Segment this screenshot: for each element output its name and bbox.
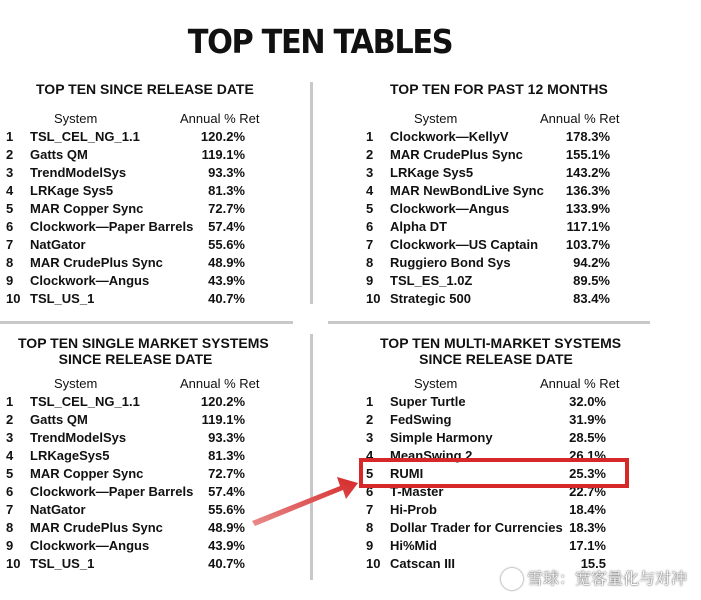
row-system: Catscan III xyxy=(390,556,456,571)
row-rank: 7 xyxy=(6,502,14,517)
table-row xyxy=(6,466,245,484)
row-annual-ret: 18.4% xyxy=(569,502,606,517)
row-system: MAR NewBondLive Sync xyxy=(390,183,544,198)
row-system: LRKageSys5 xyxy=(30,448,110,463)
row-rank: 8 xyxy=(6,520,14,535)
row-rank: 10 xyxy=(6,556,21,571)
row-rank: 7 xyxy=(6,237,14,252)
row-annual-ret: 26.1% xyxy=(569,448,606,463)
table-row xyxy=(6,430,245,448)
table-row xyxy=(366,430,606,448)
row-rank: 10 xyxy=(6,291,21,306)
snowball-logo-icon xyxy=(501,568,523,590)
table-row xyxy=(6,237,245,255)
table-row xyxy=(6,484,245,502)
column-header-annual-ret: Annual % Ret xyxy=(540,111,620,126)
column-header-system: System xyxy=(54,376,98,391)
table-row xyxy=(6,556,245,574)
table-row xyxy=(6,538,245,556)
table-row xyxy=(366,129,610,147)
row-system: Clockwork—US Captain xyxy=(390,237,539,252)
table-row xyxy=(366,183,610,201)
row-system: T-Master xyxy=(390,484,444,499)
row-rank: 1 xyxy=(6,129,14,144)
row-rank: 1 xyxy=(6,394,14,409)
table-row xyxy=(366,394,606,412)
table-row xyxy=(6,165,245,183)
row-system: LRKage Sys5 xyxy=(30,183,114,198)
table-row xyxy=(6,219,245,237)
column-header-system: System xyxy=(414,111,458,126)
row-rank: 9 xyxy=(6,273,14,288)
column-header-annual-ret: Annual % Ret xyxy=(180,111,260,126)
row-rank: 9 xyxy=(366,273,374,288)
row-annual-ret: 40.7% xyxy=(208,291,245,306)
row-system: Gatts QM xyxy=(30,147,88,162)
row-system: TSL_US_1 xyxy=(30,291,95,306)
row-annual-ret: 25.3% xyxy=(569,466,606,481)
row-system: TrendModelSys xyxy=(30,165,127,180)
row-system: Simple Harmony xyxy=(390,430,493,445)
row-annual-ret: 17.1% xyxy=(569,538,606,553)
row-annual-ret: 72.7% xyxy=(208,201,245,216)
column-header-system: System xyxy=(54,111,98,126)
row-annual-ret: 32.0% xyxy=(569,394,606,409)
row-rank: 4 xyxy=(6,448,14,463)
row-annual-ret: 48.9% xyxy=(208,255,245,270)
row-rank: 2 xyxy=(6,412,14,427)
table-row xyxy=(366,165,610,183)
row-rank: 3 xyxy=(6,430,14,445)
row-system: MeanSwing 2 xyxy=(390,448,473,463)
row-annual-ret: 103.7% xyxy=(565,237,610,252)
panel-title: TOP TEN FOR PAST 12 MONTHS xyxy=(390,81,608,97)
table-row xyxy=(366,412,606,430)
table-row xyxy=(366,291,610,309)
watermark: 雪球：宽客量化与对冲 xyxy=(501,566,687,591)
row-rank: 3 xyxy=(366,165,374,180)
row-annual-ret: 40.7% xyxy=(208,556,245,571)
row-annual-ret: 31.9% xyxy=(569,412,606,427)
row-system: FedSwing xyxy=(390,412,452,427)
vertical-divider-bottom xyxy=(310,334,313,580)
row-rank: 8 xyxy=(6,255,14,270)
column-header-annual-ret: Annual % Ret xyxy=(180,376,260,391)
row-rank: 10 xyxy=(366,291,381,306)
row-annual-ret: 55.6% xyxy=(208,237,245,252)
panel-title: TOP TEN MULTI-MARKET SYSTEMS SINCE RELEASE DATE xyxy=(380,335,622,367)
row-rank: 6 xyxy=(366,484,374,499)
row-rank: 6 xyxy=(6,484,14,499)
row-rank: 8 xyxy=(366,520,374,535)
row-annual-ret: 28.5% xyxy=(569,430,606,445)
row-annual-ret: 119.1% xyxy=(201,147,245,162)
table-row xyxy=(366,502,606,520)
row-system: MAR CrudePlus Sync xyxy=(390,147,523,162)
row-rank: 1 xyxy=(366,129,374,144)
row-system: Ruggiero Bond Sys xyxy=(390,255,511,270)
row-annual-ret: 117.1% xyxy=(566,219,610,234)
row-rank: 5 xyxy=(366,466,374,481)
table-row xyxy=(6,291,245,309)
row-annual-ret: 81.3% xyxy=(208,183,245,198)
row-rank: 2 xyxy=(366,412,374,427)
table-row xyxy=(366,520,606,538)
row-annual-ret: 93.3% xyxy=(208,430,245,445)
row-system: NatGator xyxy=(30,237,86,252)
row-rank: 5 xyxy=(6,201,14,216)
row-rank: 4 xyxy=(6,183,14,198)
row-system: TrendModelSys xyxy=(30,430,127,445)
table-row xyxy=(6,147,245,165)
row-annual-ret: 15.5 xyxy=(580,556,606,571)
row-annual-ret: 57.4% xyxy=(208,484,245,499)
row-annual-ret: 133.9% xyxy=(565,201,610,216)
row-system: Clockwork—KellyV xyxy=(390,129,509,144)
row-annual-ret: 178.3% xyxy=(565,129,610,144)
row-annual-ret: 57.4% xyxy=(208,219,245,234)
row-system: Hi%Mid xyxy=(390,538,437,553)
panel-title: TOP TEN SINCE RELEASE DATE xyxy=(36,81,254,97)
horizontal-divider-right xyxy=(328,321,650,324)
table-row xyxy=(366,255,610,273)
table-row xyxy=(6,183,245,201)
rumi-highlight-box xyxy=(359,458,629,488)
row-annual-ret: 72.7% xyxy=(208,466,245,481)
row-system: TSL_CEL_NG_1.1 xyxy=(30,394,140,409)
table-row xyxy=(366,538,606,556)
row-annual-ret: 120.2% xyxy=(200,394,245,409)
row-system: MAR Copper Sync xyxy=(30,466,144,481)
row-system: Clockwork—Angus xyxy=(30,538,150,553)
table-row xyxy=(6,412,245,430)
row-system: MAR CrudePlus Sync xyxy=(30,255,163,270)
row-system: MAR CrudePlus Sync xyxy=(30,520,163,535)
row-system: RUMI xyxy=(390,466,424,481)
row-system: TSL_US_1 xyxy=(30,556,95,571)
table-row xyxy=(6,520,245,538)
row-system: Hi-Prob xyxy=(390,502,437,517)
table-row xyxy=(366,147,610,165)
column-header-system: System xyxy=(414,376,458,391)
row-rank: 5 xyxy=(366,201,374,216)
row-rank: 6 xyxy=(6,219,14,234)
row-rank: 2 xyxy=(366,147,374,162)
table-row xyxy=(366,219,610,237)
row-rank: 3 xyxy=(6,165,14,180)
row-annual-ret: 120.2% xyxy=(200,129,245,144)
table-row xyxy=(6,448,245,466)
row-rank: 1 xyxy=(366,394,374,409)
panel-title: TOP TEN SINGLE MARKET SYSTEMS SINCE RELEASE DATE xyxy=(18,335,269,367)
row-rank: 2 xyxy=(6,147,14,162)
row-system: MAR Copper Sync xyxy=(30,201,144,216)
row-system: Clockwork—Paper Barrels xyxy=(30,484,194,499)
row-annual-ret: 155.1% xyxy=(565,147,610,162)
horizontal-divider-left xyxy=(0,321,293,324)
row-annual-ret: 81.3% xyxy=(208,448,245,463)
row-annual-ret: 94.2% xyxy=(573,255,610,270)
row-annual-ret: 136.3% xyxy=(565,183,610,198)
row-annual-ret: 93.3% xyxy=(208,165,245,180)
table-row xyxy=(6,502,245,520)
row-annual-ret: 119.1% xyxy=(201,412,245,427)
row-rank: 9 xyxy=(6,538,14,553)
row-annual-ret: 22.7% xyxy=(569,484,606,499)
row-system: Clockwork—Angus xyxy=(390,201,510,216)
row-annual-ret: 48.9% xyxy=(208,520,245,535)
row-rank: 5 xyxy=(6,466,14,481)
row-system: TSL_CEL_NG_1.1 xyxy=(30,129,140,144)
table-row xyxy=(366,273,610,291)
row-rank: 8 xyxy=(366,255,374,270)
row-rank: 10 xyxy=(366,556,381,571)
row-system: Gatts QM xyxy=(30,412,88,427)
row-system: Clockwork—Paper Barrels xyxy=(30,219,194,234)
row-rank: 9 xyxy=(366,538,374,553)
row-rank: 6 xyxy=(366,219,374,234)
row-system: Clockwork—Angus xyxy=(30,273,150,288)
table-row xyxy=(6,201,245,219)
row-system: Alpha DT xyxy=(390,219,448,234)
row-system: Dollar Trader for Currencies xyxy=(390,520,563,535)
row-system: NatGator xyxy=(30,502,86,517)
page-title: TOP TEN TABLES xyxy=(187,22,453,61)
row-annual-ret: 143.2% xyxy=(565,165,610,180)
row-rank: 4 xyxy=(366,448,374,463)
table-row xyxy=(6,129,245,147)
table-row xyxy=(6,273,245,291)
table-row xyxy=(6,394,245,412)
table-row xyxy=(366,201,610,219)
row-annual-ret: 83.4% xyxy=(573,291,610,306)
row-rank: 7 xyxy=(366,237,374,252)
row-rank: 4 xyxy=(366,183,374,198)
row-rank: 3 xyxy=(366,430,374,445)
row-system: Super Turtle xyxy=(390,394,466,409)
row-annual-ret: 55.6% xyxy=(208,502,245,517)
column-header-annual-ret: Annual % Ret xyxy=(540,376,620,391)
row-system: Strategic 500 xyxy=(390,291,471,306)
row-rank: 7 xyxy=(366,502,374,517)
table-row xyxy=(366,237,610,255)
row-system: TSL_ES_1.0Z xyxy=(390,273,473,288)
row-annual-ret: 89.5% xyxy=(573,273,610,288)
vertical-divider-top xyxy=(310,82,313,304)
row-system: LRKage Sys5 xyxy=(390,165,474,180)
row-annual-ret: 18.3% xyxy=(569,520,606,535)
row-annual-ret: 43.9% xyxy=(208,538,245,553)
row-annual-ret: 43.9% xyxy=(208,273,245,288)
table-row xyxy=(6,255,245,273)
